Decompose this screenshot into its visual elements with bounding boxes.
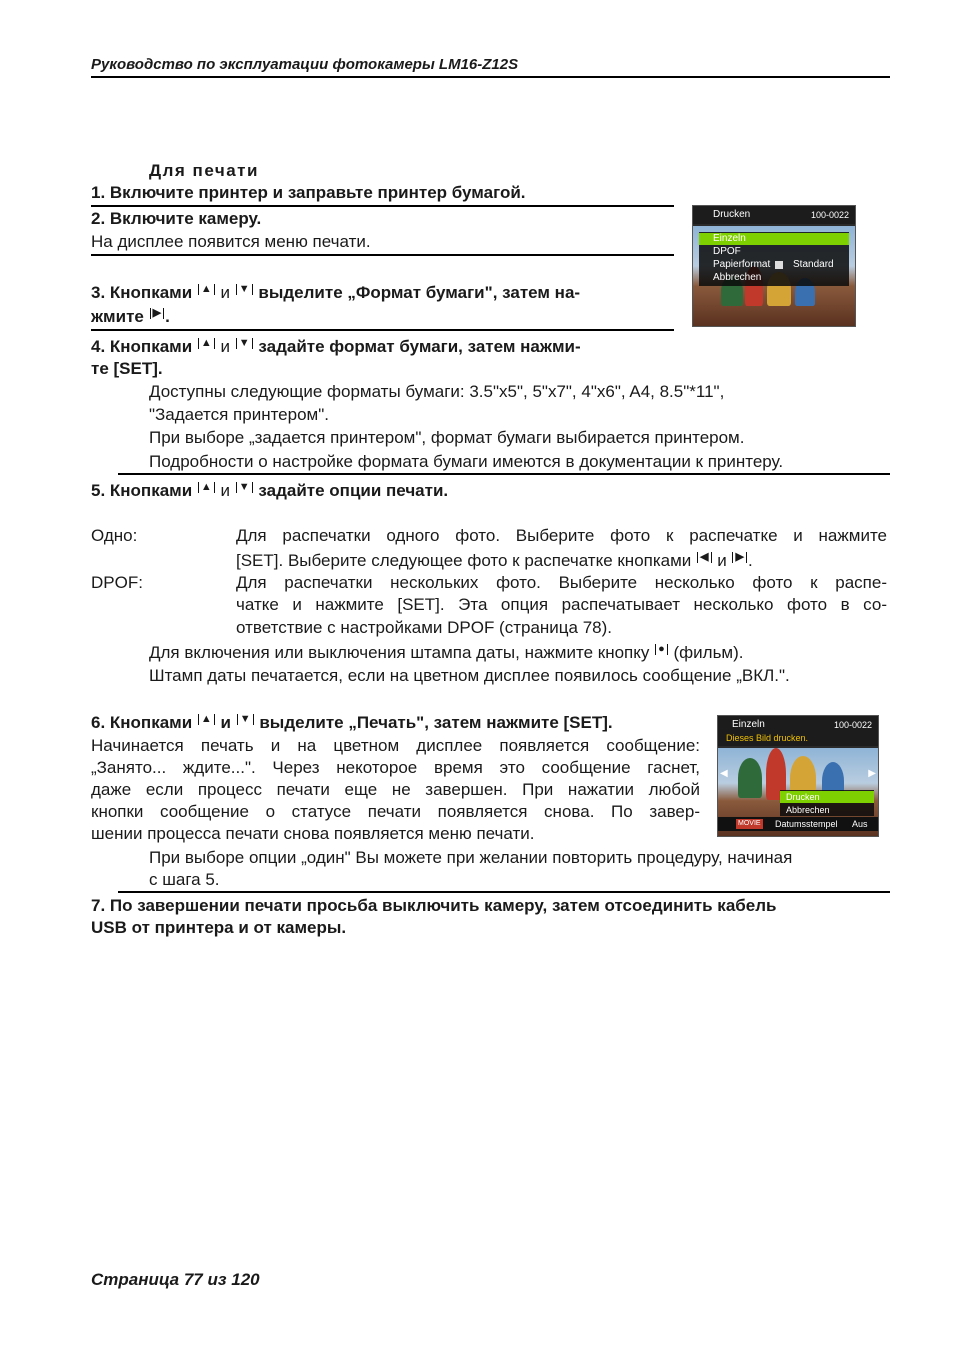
step-6-text-5: шении процесса печати снова появляется меню печати.: [91, 824, 535, 843]
down-key-icon: ▼: [236, 482, 253, 493]
step-6-note-2: с шага 5.: [149, 870, 220, 889]
submenu-icon: [775, 261, 783, 269]
step-4-note-printer: При выборе „задается принтером", формат бумаги выбирается принтером.: [149, 428, 745, 447]
step-3-line-2: жмите ▶ .: [91, 307, 170, 326]
up-key-icon: ▲: [198, 482, 215, 493]
right-key-icon: ▶: [732, 552, 746, 563]
menu-item-dpof: DPOF: [713, 246, 741, 257]
step-2-text: На дисплее появится меню печати.: [91, 232, 371, 251]
left-arrow-icon: ◀: [720, 768, 728, 779]
option-dpof-line-3: ответствие с настройками DPOF (страница 78).: [236, 618, 613, 637]
menu-item-abbrechen: Abbrechen: [713, 272, 762, 283]
right-arrow-icon: ▶: [868, 768, 876, 779]
screen-counter: 100-0022: [810, 210, 849, 220]
step-6-text-4: кнопки сообщение о статусе печати появляется снова. По завер-: [91, 802, 700, 821]
option-dpof-line-2: чатке и нажмите [SET]. Эта опция распечатывает несколько фото в со-: [236, 595, 887, 614]
option-dpof-label: DPOF:: [91, 573, 143, 592]
up-key-icon: ▲: [198, 714, 215, 725]
step-7-line-2: USB от принтера и от камеры.: [91, 918, 347, 937]
step-6-text-3: даже если процесс печати еще не завершен. При нажатии любой: [91, 780, 700, 799]
up-key-icon: ▲: [198, 338, 215, 349]
rule: [91, 205, 674, 207]
option-odno-line-2: [SET]. Выберите следующее фото к распечатке кнопками ◀ и ▶ .: [236, 551, 753, 570]
down-key-icon: ▼: [237, 714, 254, 725]
menu-item-papierformat: Papierformat: [713, 259, 771, 270]
stamp-label: Datumsstempel: [775, 819, 838, 829]
page-number: Страница 77 из 120: [91, 1270, 260, 1289]
step-5-heading: 5. Кнопками ▲ и ▼ задайте опции печати.: [91, 481, 449, 500]
step-4-line-2: те [SET].: [91, 359, 163, 378]
running-header: Руководство по эксплуатации фотокамеры LM16-Z12S: [91, 56, 519, 73]
screen-counter: 100-0022: [833, 720, 872, 730]
stamp-value: Aus: [852, 819, 868, 829]
step-6-text-2: „Занято... ждите...". Через некоторое время это сообщение гаснет,: [91, 758, 700, 777]
step-4-line-1: 4. Кнопками ▲ и ▼ задайте формат бумаги, затем нажми-: [91, 337, 581, 356]
step-1: 1. Включите принтер и заправьте принтер бумагой.: [91, 183, 526, 202]
right-key-icon: ▶: [150, 308, 164, 319]
screen-message: Dieses Bild drucken.: [726, 733, 809, 743]
down-key-icon: ▼: [236, 338, 253, 349]
option-odno-label: Одно:: [91, 526, 138, 545]
camera-print-menu-screenshot: [692, 205, 856, 327]
screen-title: Drucken: [713, 209, 751, 220]
menu-item-paper-value: Standard: [793, 259, 834, 270]
header-rule: [91, 76, 890, 78]
down-key-icon: ▼: [236, 284, 253, 295]
up-key-icon: ▲: [198, 284, 215, 295]
movie-icon: MOVIE: [738, 820, 761, 827]
rule: [91, 254, 674, 256]
menu-item-abbrechen: Abbrechen: [786, 805, 830, 815]
rule: [118, 891, 890, 893]
step-3-line-1: 3. Кнопками ▲ и ▼ выделите „Формат бумаги", затем на-: [91, 283, 581, 302]
step-6-text-1: Начинается печать и на цветном дисплее появляется сообщение:: [91, 736, 700, 755]
record-key-icon: ●: [655, 644, 668, 655]
date-stamp-note: Для включения или выключения штампа даты, нажмите кнопку ● (фильм).: [149, 643, 744, 662]
menu-item-einzeln: Einzeln: [713, 233, 746, 244]
step-2-heading: 2. Включите камеру.: [91, 209, 262, 228]
step-6-note-1: При выборе опции „один" Вы можете при желании повторить процедуру, начиная: [149, 848, 793, 867]
date-stamp-note-2: Штамп даты печатается, если на цветном дисплее появилось сообщение „ВКЛ.".: [149, 666, 790, 685]
option-dpof-line-1: Для распечатки нескольких фото. Выберите несколько фото к распе-: [236, 573, 887, 592]
section-title: Для печати: [149, 161, 259, 180]
menu-item-drucken: Drucken: [786, 792, 820, 802]
screen-title: Einzeln: [732, 719, 765, 730]
step-6-heading: 6. Кнопками ▲ и ▼ выделите „Печать", затем нажмите [SET].: [91, 713, 613, 732]
camera-print-confirm-screenshot: [717, 715, 879, 837]
step-4-formats-2: "Задается принтером".: [149, 405, 329, 424]
step-4-note-docs: Подробности о настройке формата бумаги имеются в документации к принтеру.: [149, 452, 784, 471]
step-4-formats: Доступны следующие форматы бумаги: 3.5"x5", 5"x7", 4"x6", A4, 8.5"*11",: [149, 382, 725, 401]
rule: [91, 329, 674, 331]
rule: [118, 473, 890, 475]
option-odno-line-1: Для распечатки одного фото. Выберите фото к распечатке и нажмите: [236, 526, 887, 545]
step-7-line-1: 7. По завершении печати просьба выключить камеру, затем отсоединить кабель: [91, 896, 777, 915]
left-key-icon: ◀: [697, 552, 711, 563]
